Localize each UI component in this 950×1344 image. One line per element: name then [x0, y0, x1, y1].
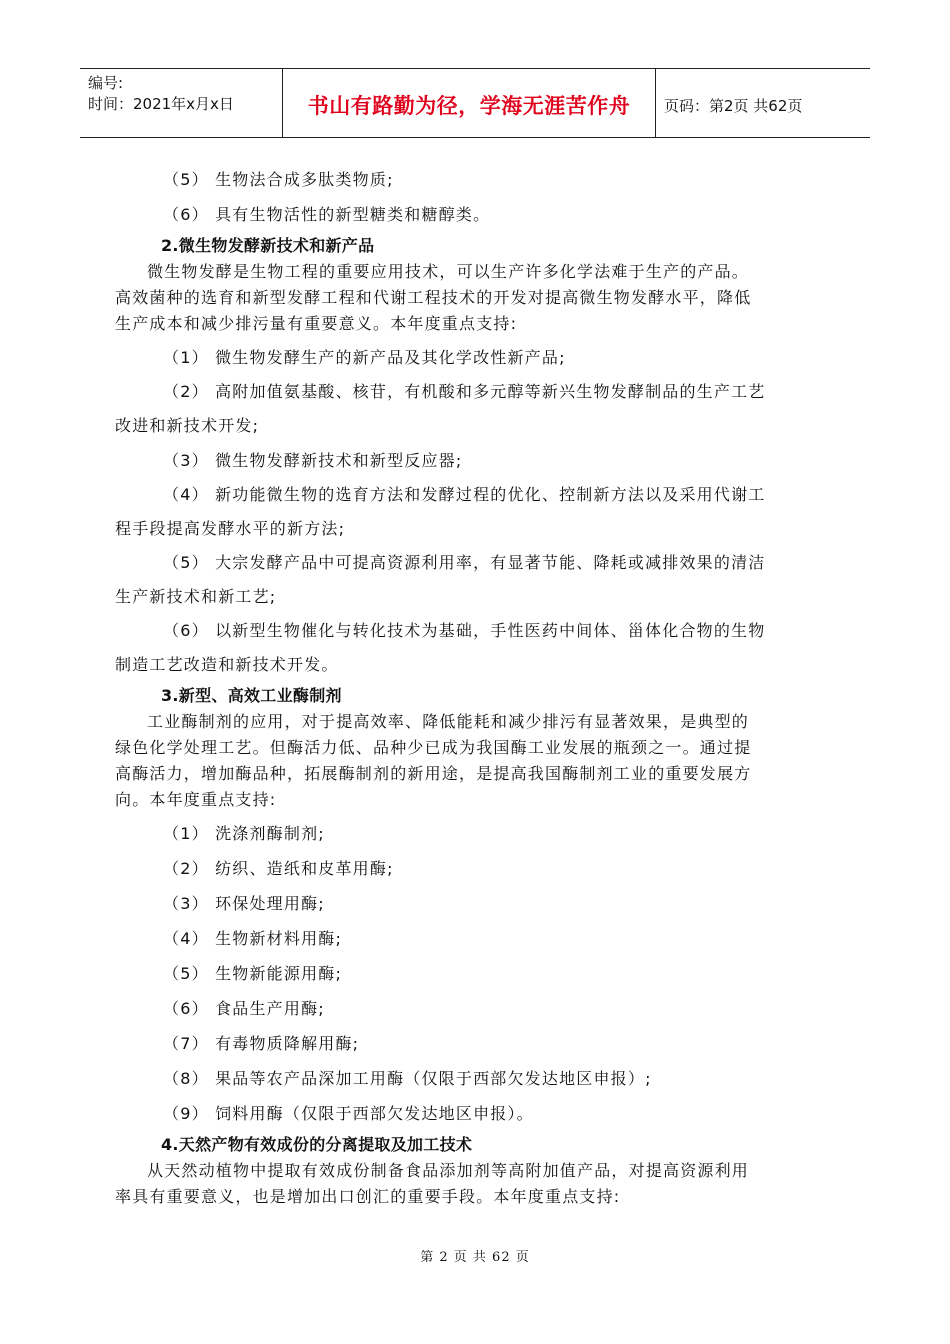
list-item: （6） 具有生物活性的新型糖类和糖醇类。 — [163, 205, 491, 224]
paragraph-line: 高酶活力，增加酶品种，拓展酶制剂的新用途，是提高我国酶制剂工业的重要发展方 — [115, 764, 752, 783]
section-paragraph — [115, 709, 837, 813]
section-paragraph — [115, 1158, 837, 1210]
header-page-info: 页码：第2页 共62页 — [664, 96, 803, 115]
section-heading: 3.新型、高效工业酶制剂 — [161, 686, 342, 705]
list-item — [115, 546, 837, 614]
paragraph-line: 生产成本和减少排污量有重要意义。本年度重点支持: — [115, 314, 518, 333]
list-item: （3） 微生物发酵新技术和新型反应器; — [163, 451, 463, 470]
list-item: （1） 微生物发酵生产的新产品及其化学改性新产品; — [163, 348, 566, 367]
list-item: （1） 洗涤剂酶制剂; — [163, 824, 325, 843]
page-footer: 第 2 页 共 62 页 — [420, 1250, 530, 1265]
list-item-line: （6） 以新型生物催化与转化技术为基础，手性医药中间体、甾体化合物的生物 — [163, 621, 766, 640]
list-item: （6） 食品生产用酶; — [163, 999, 325, 1018]
page-header — [80, 68, 870, 138]
paragraph-line: 从天然动植物中提取有效成份制备食品添加剂等高附加值产品，对提高资源利用 — [147, 1161, 750, 1180]
list-item: （8） 果品等农产品深加工用酶（仅限于西部欠发达地区申报）; — [163, 1069, 652, 1088]
list-item-line: （2） 高附加值氨基酸、核苷，有机酸和多元醇等新兴生物发酵制品的生产工艺 — [163, 382, 766, 401]
list-item — [115, 478, 837, 546]
number-label: 编号: — [88, 74, 124, 92]
header-motto: 书山有路勤为径，学海无涯苦作舟 — [283, 69, 656, 137]
list-item-line: 程手段提高发酵水平的新方法; — [115, 519, 346, 538]
list-item-line: （5） 大宗发酵产品中可提高资源利用率，有显著节能、降耗或减排效果的清洁 — [163, 553, 766, 572]
list-item: （7） 有毒物质降解用酶; — [163, 1034, 360, 1053]
paragraph-line: 高效菌种的选育和新型发酵工程和代谢工程技术的开发对提高微生物发酵水平，降低 — [115, 288, 752, 307]
header-meta — [80, 69, 283, 137]
list-item-line: （4） 新功能微生物的选育方法和发酵过程的优化、控制新方法以及采用代谢工 — [163, 485, 766, 504]
list-item-line: 生产新技术和新工艺; — [115, 587, 277, 606]
paragraph-line: 绿色化学处理工艺。但酶活力低、品种少已成为我国酶工业发展的瓶颈之一。通过提 — [115, 738, 752, 757]
paragraph-line: 微生物发酵是生物工程的重要应用技术，可以生产许多化学法难于生产的产品。 — [147, 262, 750, 281]
section-heading: 2.微生物发酵新技术和新产品 — [161, 236, 375, 255]
paragraph-line: 向。本年度重点支持: — [115, 790, 277, 809]
list-item: （3） 环保处理用酶; — [163, 894, 325, 913]
section-heading: 4.天然产物有效成份的分离提取及加工技术 — [161, 1135, 473, 1154]
section-paragraph — [115, 259, 837, 337]
list-item-line: 制造工艺改造和新技术开发。 — [115, 655, 339, 674]
list-item: （9） 饲料用酶（仅限于西部欠发达地区申报）。 — [163, 1104, 534, 1123]
list-item-line: 改进和新技术开发; — [115, 416, 260, 435]
paragraph-line: 率具有重要意义，也是增加出口创汇的重要手段。本年度重点支持: — [115, 1187, 621, 1206]
list-item — [115, 614, 837, 682]
document-body — [115, 162, 837, 1210]
list-item: （2） 纺织、造纸和皮革用酶; — [163, 859, 394, 878]
time-label: 时间：2021年x月x日 — [88, 95, 234, 113]
list-item: （5） 生物法合成多肽类物质; — [163, 170, 394, 189]
list-item: （5） 生物新能源用酶; — [163, 964, 343, 983]
paragraph-line: 工业酶制剂的应用，对于提高效率、降低能耗和减少排污有显著效果，是典型的 — [147, 712, 750, 731]
list-item: （4） 生物新材料用酶; — [163, 929, 343, 948]
list-item — [115, 375, 837, 443]
